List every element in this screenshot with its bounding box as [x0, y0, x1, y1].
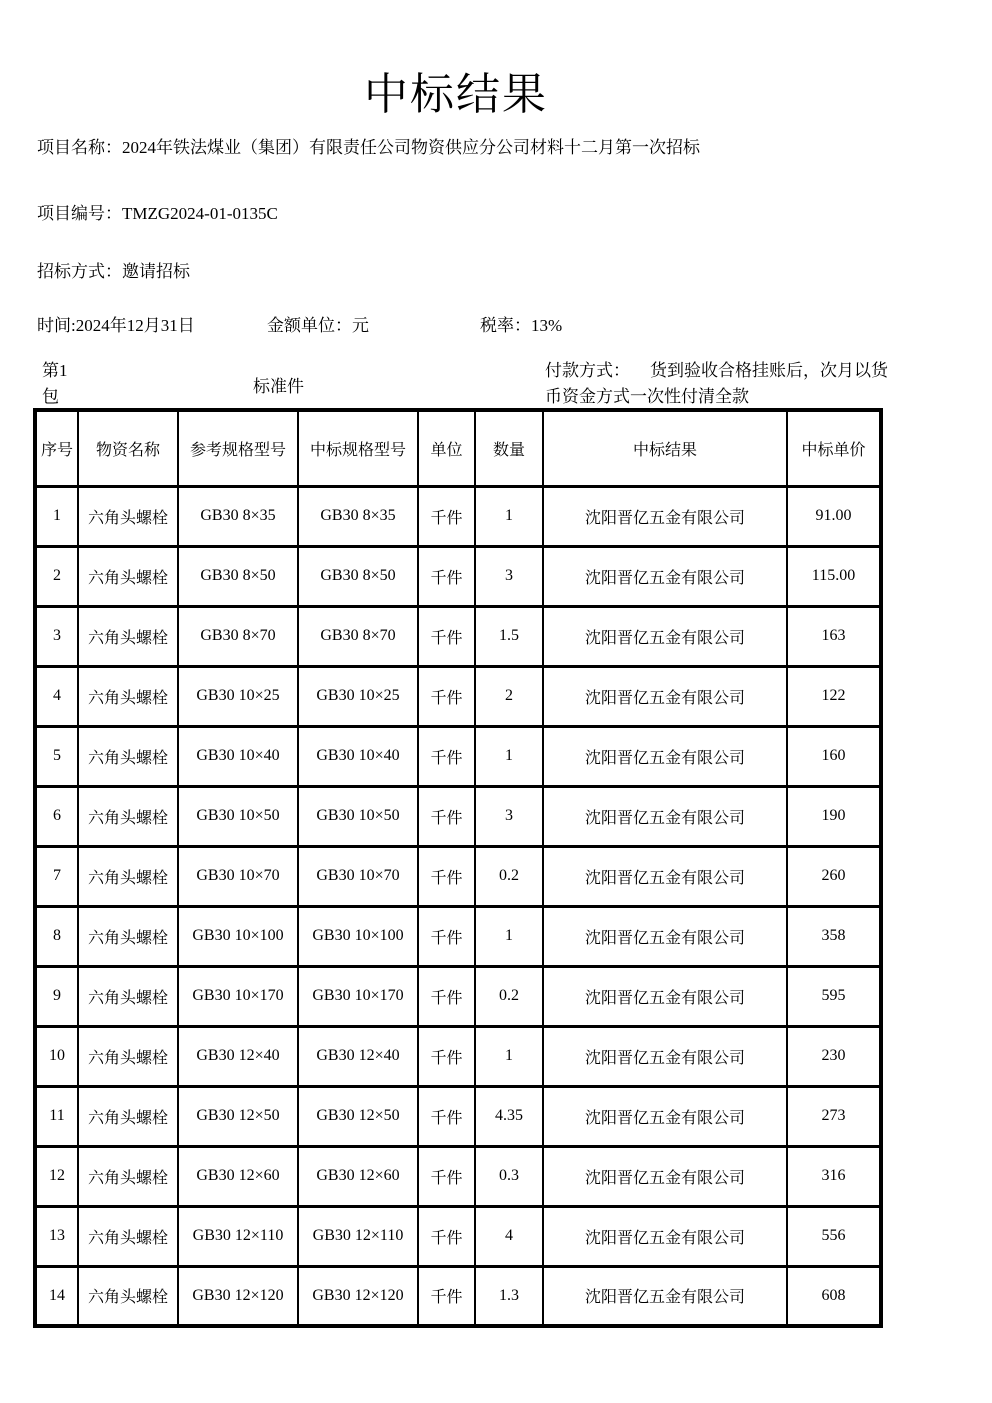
cell-quantity: 1.5: [475, 606, 543, 666]
cell-winning-unit-price: 556: [787, 1206, 881, 1266]
cell-material-name: 六角头螺栓: [78, 1026, 178, 1086]
cell-winning-unit-price: 190: [787, 786, 881, 846]
cell-reference-spec: GB30 8×70: [178, 606, 298, 666]
header-reference-spec: 参考规格型号: [178, 410, 298, 486]
table-row: [35, 906, 881, 966]
cell-winning-spec: GB30 10×50: [298, 786, 418, 846]
cell-quantity: 0.2: [475, 966, 543, 1026]
cell-material-name: 六角头螺栓: [78, 906, 178, 966]
table-row: [35, 1026, 881, 1086]
cell-unit: 千件: [418, 1206, 475, 1266]
cell-unit: 千件: [418, 486, 475, 546]
cell-unit: 千件: [418, 786, 475, 846]
table-row: [35, 726, 881, 786]
cell-winning-result: 沈阳晋亿五金有限公司: [543, 486, 787, 546]
cell-reference-spec: GB30 8×50: [178, 546, 298, 606]
table-row: [35, 786, 881, 846]
payment-terms-value: 货到验收合格挂账后，次月以货币资金方式一次性付清全款: [545, 361, 888, 406]
cell-winning-result: 沈阳晋亿五金有限公司: [543, 1146, 787, 1206]
cell-unit: 千件: [418, 966, 475, 1026]
table-row: [35, 666, 881, 726]
cell-material-name: 六角头螺栓: [78, 726, 178, 786]
cell-quantity: 4.35: [475, 1086, 543, 1146]
cell-winning-unit-price: 608: [787, 1266, 881, 1326]
cell-winning-spec: GB30 12×60: [298, 1146, 418, 1206]
table-row: [35, 1206, 881, 1266]
cell-index: 3: [35, 606, 78, 666]
cell-material-name: 六角头螺栓: [78, 1206, 178, 1266]
project-name-value: 2024年铁法煤业（集团）有限责任公司物资供应分公司材料十二月第一次招标: [122, 138, 700, 157]
package-number: 第1包: [42, 361, 68, 406]
table-row: [35, 486, 881, 546]
cell-winning-result: 沈阳晋亿五金有限公司: [543, 966, 787, 1026]
cell-winning-result: 沈阳晋亿五金有限公司: [543, 1266, 787, 1326]
cell-unit: 千件: [418, 606, 475, 666]
tax-rate-value: 13%: [531, 316, 563, 335]
cell-reference-spec: GB30 10×100: [178, 906, 298, 966]
cell-winning-spec: GB30 12×40: [298, 1026, 418, 1086]
cell-winning-result: 沈阳晋亿五金有限公司: [543, 606, 787, 666]
cell-winning-result: 沈阳晋亿五金有限公司: [543, 846, 787, 906]
cell-index: 2: [35, 546, 78, 606]
cell-index: 5: [35, 726, 78, 786]
cell-material-name: 六角头螺栓: [78, 1086, 178, 1146]
cell-winning-unit-price: 115.00: [787, 546, 881, 606]
cell-material-name: 六角头螺栓: [78, 1266, 178, 1326]
cell-winning-unit-price: 230: [787, 1026, 881, 1086]
package-name: 标准件: [253, 377, 304, 396]
cell-index: 1: [35, 486, 78, 546]
table-row: [35, 846, 881, 906]
header-winning-result: 中标结果: [543, 410, 787, 486]
cell-winning-result: 沈阳晋亿五金有限公司: [543, 786, 787, 846]
cell-reference-spec: GB30 12×110: [178, 1206, 298, 1266]
cell-quantity: 1: [475, 1026, 543, 1086]
cell-reference-spec: GB30 12×40: [178, 1026, 298, 1086]
cell-winning-spec: GB30 12×120: [298, 1266, 418, 1326]
cell-quantity: 4: [475, 1206, 543, 1266]
cell-winning-spec: GB30 8×50: [298, 546, 418, 606]
table-row: [35, 1266, 881, 1326]
cell-material-name: 六角头螺栓: [78, 966, 178, 1026]
cell-winning-unit-price: 160: [787, 726, 881, 786]
header-material-name: 物资名称: [78, 410, 178, 486]
cell-winning-result: 沈阳晋亿五金有限公司: [543, 546, 787, 606]
cell-winning-unit-price: 273: [787, 1086, 881, 1146]
cell-winning-spec: GB30 12×50: [298, 1086, 418, 1146]
cell-quantity: 1: [475, 726, 543, 786]
cell-index: 4: [35, 666, 78, 726]
cell-unit: 千件: [418, 546, 475, 606]
cell-winning-spec: GB30 10×70: [298, 846, 418, 906]
cell-index: 7: [35, 846, 78, 906]
project-name-line: [37, 133, 700, 158]
cell-winning-unit-price: 595: [787, 966, 881, 1026]
cell-quantity: 2: [475, 666, 543, 726]
cell-reference-spec: GB30 12×60: [178, 1146, 298, 1206]
cell-material-name: 六角头螺栓: [78, 786, 178, 846]
cell-index: 6: [35, 786, 78, 846]
payment-terms: [545, 358, 893, 410]
cell-winning-result: 沈阳晋亿五金有限公司: [543, 1026, 787, 1086]
cell-unit: 千件: [418, 1026, 475, 1086]
cell-winning-unit-price: 316: [787, 1146, 881, 1206]
header-winning-unit-price: 中标单价: [787, 410, 881, 486]
table-row: [35, 966, 881, 1026]
cell-index: 13: [35, 1206, 78, 1266]
bid-results-table: [33, 408, 883, 1328]
cell-quantity: 1: [475, 486, 543, 546]
amount-unit-segment: [267, 311, 369, 336]
cell-unit: 千件: [418, 906, 475, 966]
project-code-value: TMZG2024-01-0135C: [122, 204, 278, 223]
table-row: [35, 1146, 881, 1206]
cell-reference-spec: GB30 8×35: [178, 486, 298, 546]
cell-index: 8: [35, 906, 78, 966]
cell-quantity: 0.3: [475, 1146, 543, 1206]
bid-method-line: [37, 257, 190, 282]
table-row: [35, 606, 881, 666]
header-winning-spec: 中标规格型号: [298, 410, 418, 486]
cell-winning-spec: GB30 10×40: [298, 726, 418, 786]
cell-winning-result: 沈阳晋亿五金有限公司: [543, 906, 787, 966]
cell-winning-unit-price: 122: [787, 666, 881, 726]
cell-winning-result: 沈阳晋亿五金有限公司: [543, 1206, 787, 1266]
cell-winning-spec: GB30 10×100: [298, 906, 418, 966]
cell-reference-spec: GB30 12×50: [178, 1086, 298, 1146]
cell-index: 9: [35, 966, 78, 1026]
cell-unit: 千件: [418, 1266, 475, 1326]
cell-winning-spec: GB30 10×25: [298, 666, 418, 726]
table-body: [35, 486, 881, 1326]
project-code-line: [37, 199, 278, 224]
cell-quantity: 3: [475, 546, 543, 606]
cell-winning-result: 沈阳晋亿五金有限公司: [543, 1086, 787, 1146]
cell-winning-result: 沈阳晋亿五金有限公司: [543, 726, 787, 786]
cell-quantity: 0.2: [475, 846, 543, 906]
cell-reference-spec: GB30 10×40: [178, 726, 298, 786]
cell-winning-unit-price: 163: [787, 606, 881, 666]
table-row: [35, 1086, 881, 1146]
table-row: [35, 546, 881, 606]
header-quantity: 数量: [475, 410, 543, 486]
cell-quantity: 1.3: [475, 1266, 543, 1326]
tax-rate-segment: [480, 311, 562, 336]
tax-rate-label: 税率：: [480, 316, 531, 335]
cell-winning-spec: GB30 8×70: [298, 606, 418, 666]
amount-unit-label: 金额单位：: [267, 316, 352, 335]
cell-reference-spec: GB30 10×170: [178, 966, 298, 1026]
cell-unit: 千件: [418, 1086, 475, 1146]
cell-material-name: 六角头螺栓: [78, 1146, 178, 1206]
bid-method-label: 招标方式：: [37, 262, 122, 281]
cell-winning-spec: GB30 10×170: [298, 966, 418, 1026]
cell-unit: 千件: [418, 666, 475, 726]
amount-unit-value: 元: [352, 316, 369, 335]
cell-winning-result: 沈阳晋亿五金有限公司: [543, 666, 787, 726]
cell-unit: 千件: [418, 726, 475, 786]
cell-material-name: 六角头螺栓: [78, 486, 178, 546]
cell-index: 11: [35, 1086, 78, 1146]
page-title: 中标结果: [364, 70, 548, 119]
cell-winning-unit-price: 358: [787, 906, 881, 966]
table-header-row: [35, 410, 881, 486]
bid-method-value: 邀请招标: [122, 262, 190, 281]
time-segment: [37, 311, 195, 336]
header-unit: 单位: [418, 410, 475, 486]
project-code-label: 项目编号：: [37, 204, 122, 223]
cell-unit: 千件: [418, 846, 475, 906]
cell-material-name: 六角头螺栓: [78, 606, 178, 666]
cell-winning-unit-price: 91.00: [787, 486, 881, 546]
cell-material-name: 六角头螺栓: [78, 846, 178, 906]
cell-winning-unit-price: 260: [787, 846, 881, 906]
cell-material-name: 六角头螺栓: [78, 666, 178, 726]
cell-index: 10: [35, 1026, 78, 1086]
time-value: 2024年12月31日: [75, 316, 195, 335]
header-index: 序号: [35, 410, 78, 486]
cell-quantity: 3: [475, 786, 543, 846]
cell-winning-spec: GB30 12×110: [298, 1206, 418, 1266]
project-name-label: 项目名称：: [37, 138, 122, 157]
cell-index: 14: [35, 1266, 78, 1326]
payment-terms-label: 付款方式：: [545, 361, 630, 380]
time-label: 时间:: [37, 316, 76, 335]
cell-reference-spec: GB30 10×70: [178, 846, 298, 906]
cell-index: 12: [35, 1146, 78, 1206]
cell-winning-spec: GB30 8×35: [298, 486, 418, 546]
cell-reference-spec: GB30 12×120: [178, 1266, 298, 1326]
cell-reference-spec: GB30 10×25: [178, 666, 298, 726]
cell-material-name: 六角头螺栓: [78, 546, 178, 606]
cell-quantity: 1: [475, 906, 543, 966]
cell-unit: 千件: [418, 1146, 475, 1206]
table-header: [35, 410, 881, 486]
cell-reference-spec: GB30 10×50: [178, 786, 298, 846]
